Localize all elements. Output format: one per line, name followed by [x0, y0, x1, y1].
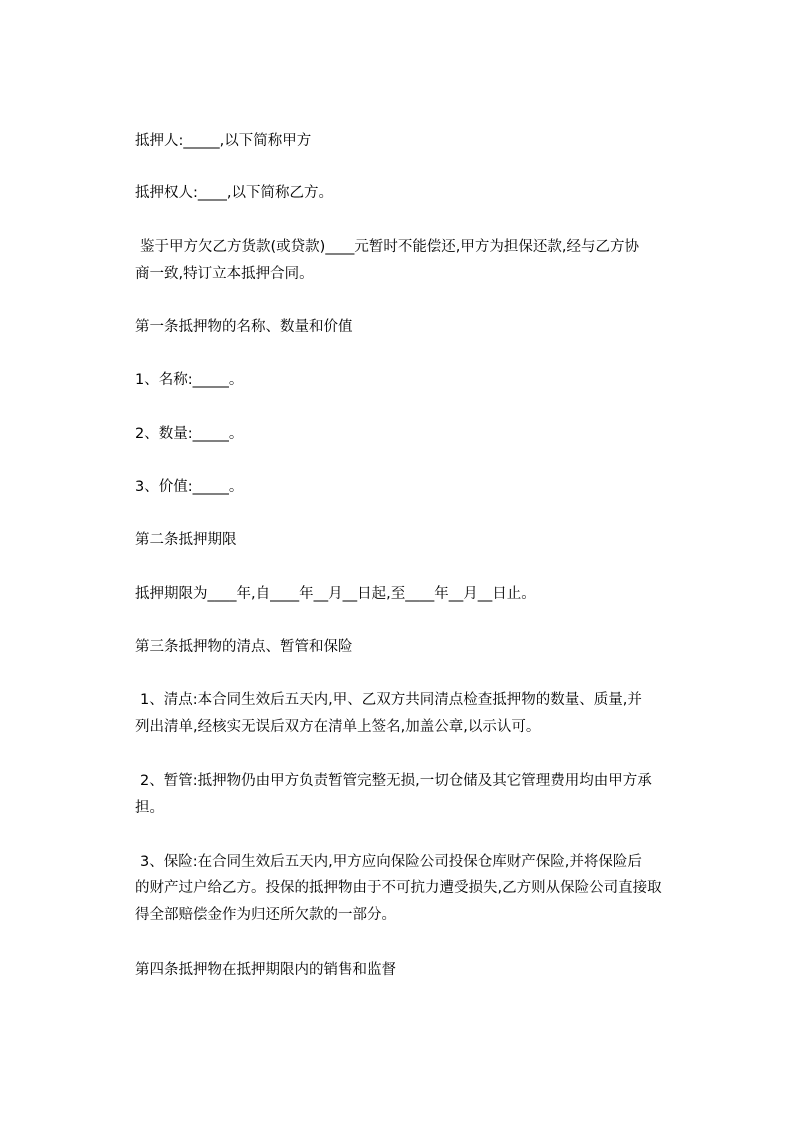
- article-1-item-value: 3、价值:_____。: [135, 479, 244, 495]
- article-3-item-insurance-line-1: 3、保险:在合同生效后五天内,甲方应向保险公司投保仓库财产保险,并将保险后: [140, 854, 642, 870]
- mortgagor-line: 抵押人:_____,以下简称甲方: [135, 133, 312, 149]
- article-3-item-custody-line-2: 担。: [135, 800, 164, 816]
- article-1-item-quantity: 2、数量:_____。: [135, 426, 244, 442]
- article-1-item-name: 1、名称:_____。: [135, 372, 244, 388]
- article-4-heading: 第四条抵押物在抵押期限内的销售和监督: [135, 962, 396, 978]
- article-3-item-inventory-line-2: 列出清单,经核实无误后双方在清单上签名,加盖公章,以示认可。: [135, 719, 541, 735]
- article-3-item-insurance-line-2: 的财产过户给乙方。投保的抵押物由于不可抗力遭受损失,乙方则从保险公司直接取: [135, 880, 662, 896]
- article-2-heading: 第二条抵押期限: [135, 532, 237, 548]
- mortgage-period-line: 抵押期限为____年,自____年__月__日起,至____年__月__日止。: [135, 586, 536, 602]
- article-3-heading: 第三条抵押物的清点、暂管和保险: [135, 639, 353, 655]
- preamble-line-1: 鉴于甲方欠乙方货款(或贷款)____元暂时不能偿还,甲方为担保还款,经与乙方协: [140, 239, 640, 255]
- article-3-item-custody-line-1: 2、暂管:抵押物仍由甲方负责暂管完整无损,一切仓储及其它管理费用均由甲方承: [140, 773, 652, 789]
- mortgagee-line: 抵押权人:____,以下简称乙方。: [135, 185, 333, 201]
- article-3-item-inventory-line-1: 1、清点:本合同生效后五天内,甲、乙双方共同清点检查抵押物的数量、质量,并: [140, 692, 642, 708]
- article-3-item-insurance-line-3: 得全部赔偿金作为归还所欠款的一部分。: [135, 907, 396, 923]
- preamble-line-2: 商一致,特订立本抵押合同。: [135, 266, 314, 282]
- article-1-heading: 第一条抵押物的名称、数量和价值: [135, 319, 353, 335]
